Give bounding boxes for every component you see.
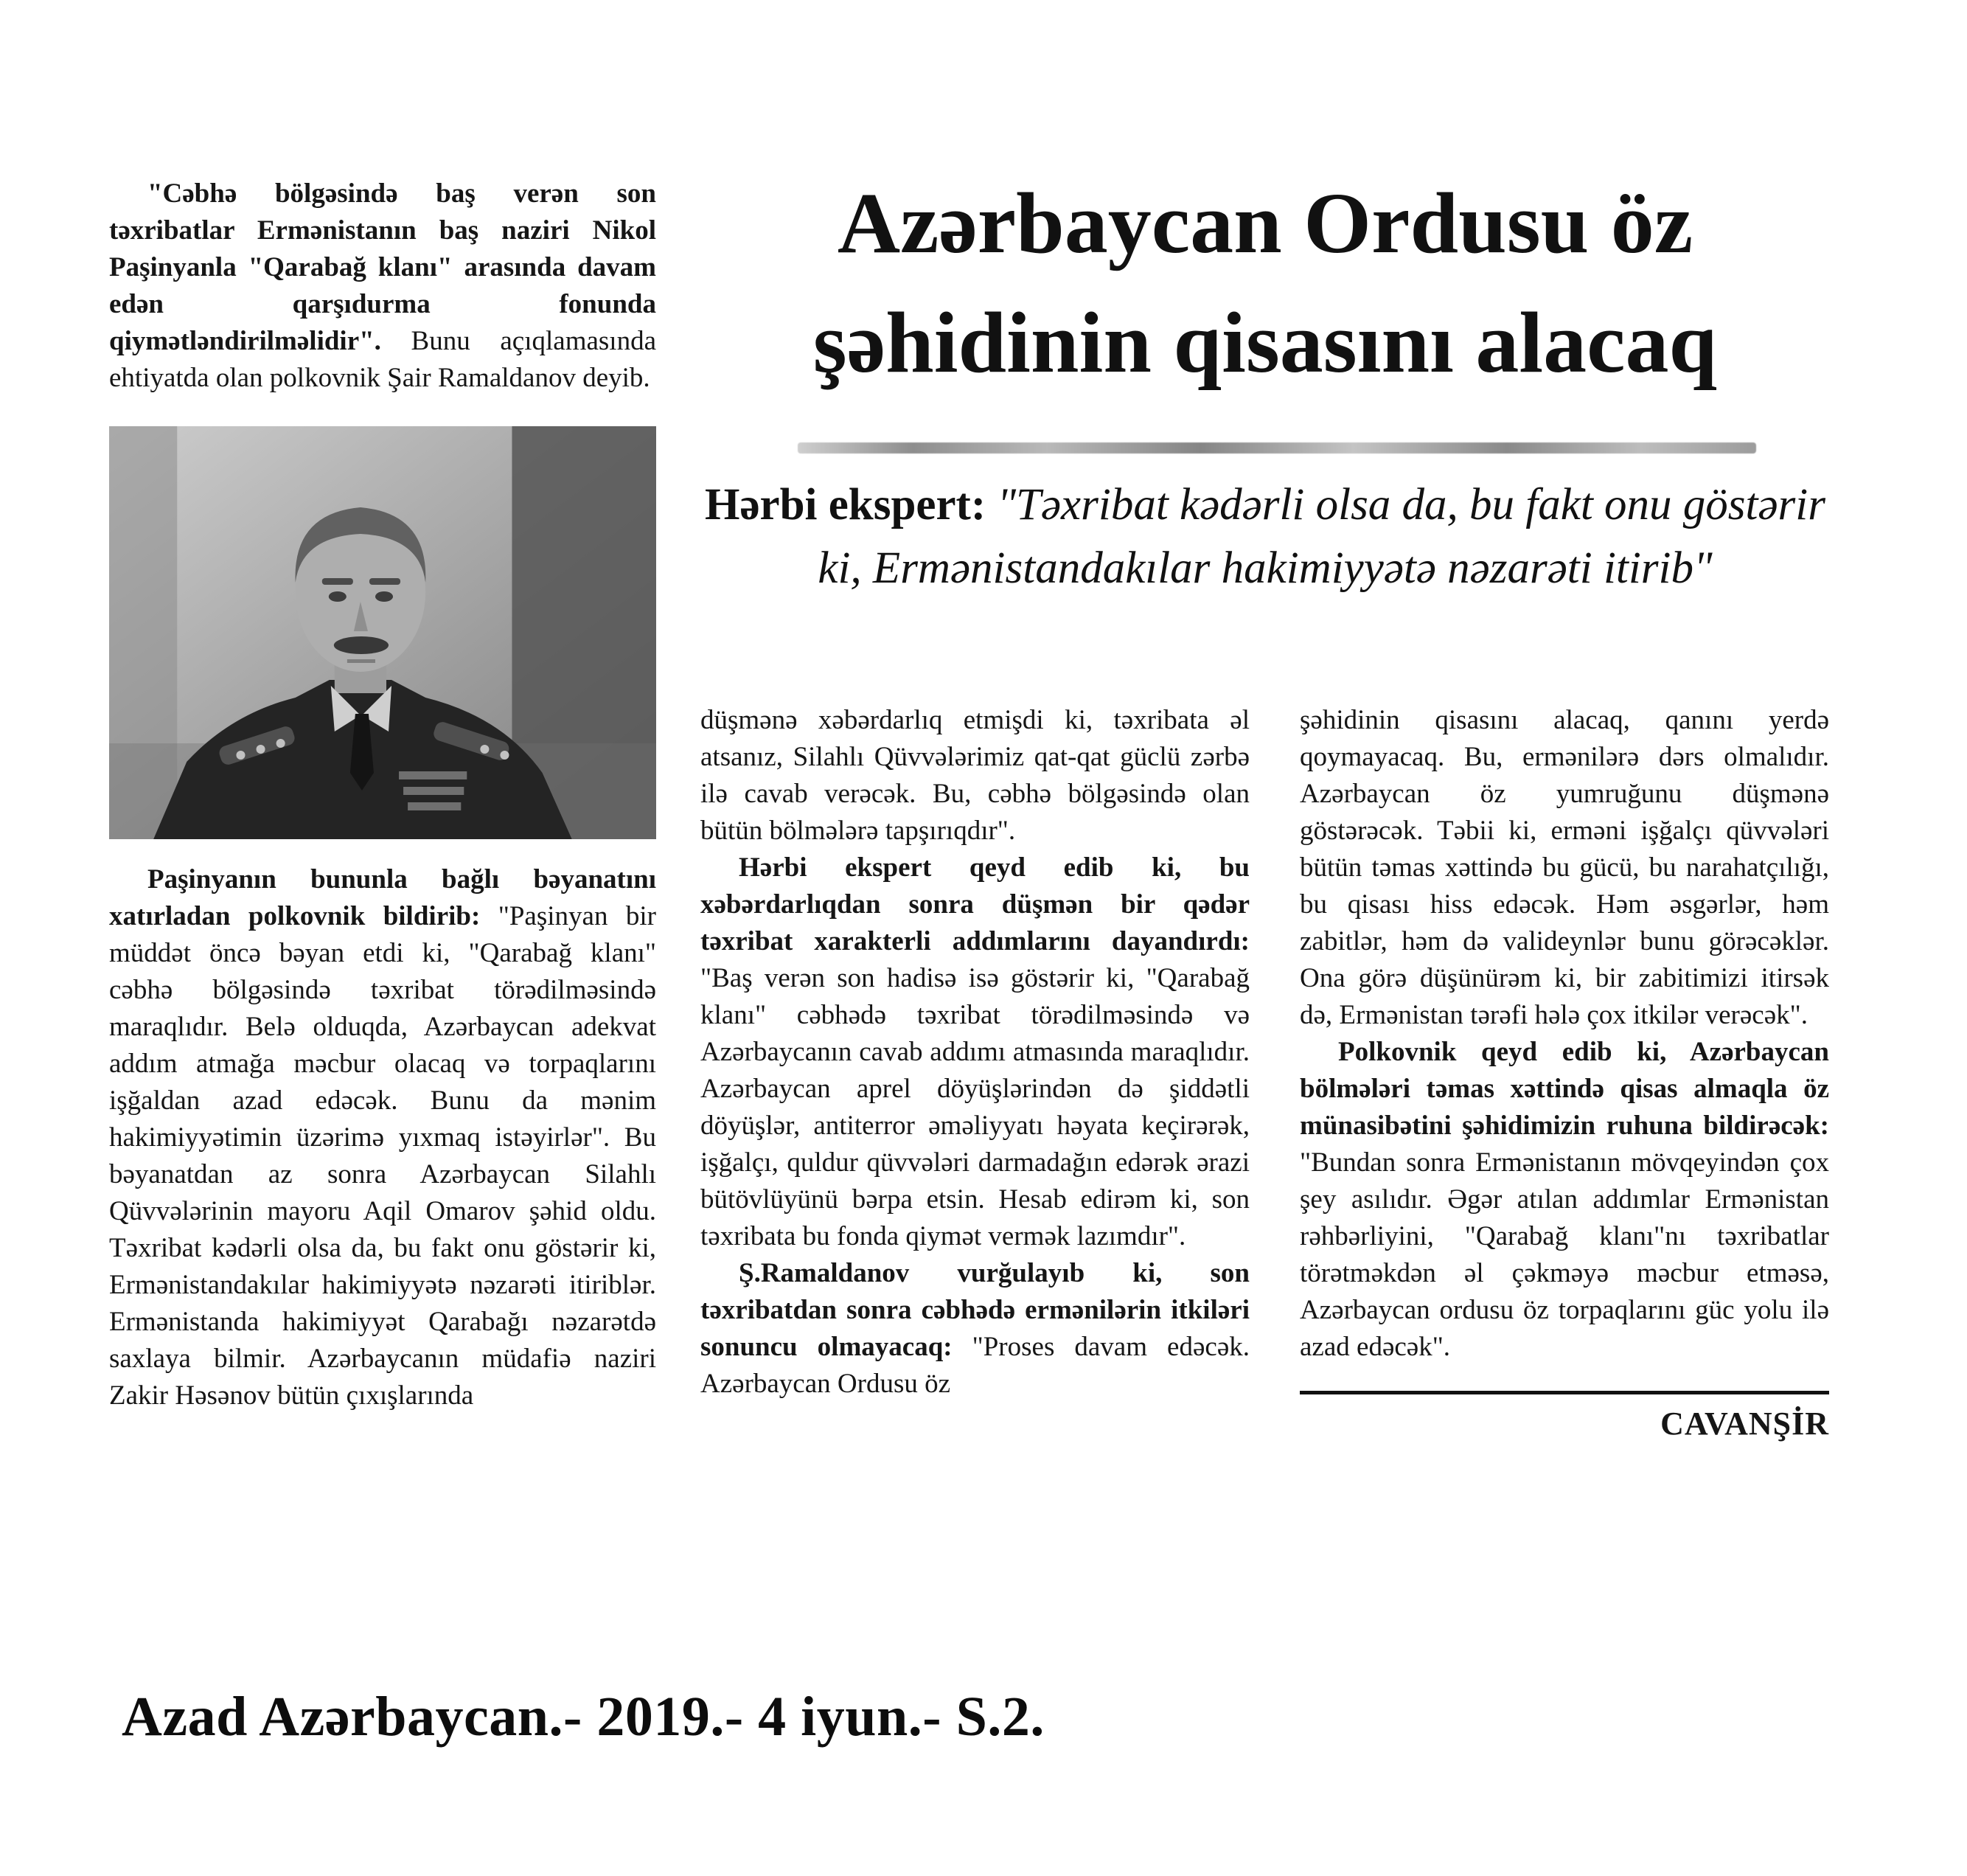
middle-column <box>700 702 1250 1403</box>
middle-paragraph-2 <box>700 850 1250 1255</box>
middle-paragraph-2-text: "Baş verən son hadisə isə göstərir ki, "Qarabağ klanı" cəbhədə təxribat törədilməsində və Azərbaycanın cavab addımı atmasında maraqlıdır. Azərbaycan aprel döyüşlərindən də şiddətli döyüşlər, antiterror əməliyyatı həyata keçirərək, işğalçı, quldur qüvvələri darmadağın edərək ərazi bütövlüyünü bərpa etsin. Hesab edirəm ki, son təxribata bu fonda qiymət vermək lazımdır". <box>700 963 1250 1251</box>
intro-paragraph-bold: "Cəbhə bölgəsində baş verən son təxribatlar Ermənistanın baş naziri Nikol Paşinyanla "Qarabağ klanı" arasında davam edən qarşıdurma fonunda qiymətləndirilməlidir". <box>109 178 656 356</box>
middle-paragraph-2-lead: Hərbi ekspert qeyd edib ki, bu xəbərdarlıqdan sonra düşmən bir qədər təxribat xarakterli addımlarını dayandırdı: <box>700 852 1250 956</box>
middle-paragraph-1-text: düşmənə xəbərdarlıq etmişdi ki, təxribata əl atsanız, Silahlı Qüvvələrimiz qat-qat güclü zərbə ilə cavab verəcək. Bu, cəbhə bölgəsində olan bütün bölmələrə tapşırıqdır". <box>700 705 1250 846</box>
right-paragraph-1-text: şəhidinin qisasını alacaq, qanını yerdə qoymayacaq. Bu, ermənilərə dərs olmalıdır. Azərbaycan öz yumruğunu düşmənə göstərəcək. Təbii ki, erməni işğalçı qüvvələri bütün təmas xəttində bu gücü, bu narahatçılığı, bu qisası hiss edəcək. Həm əsgərlər, həm zabitlər, həm də valideynlər bunu görəcəklər. Ona görə düşünürəm ki, bir zabitimizi itirsək də, Ermənistan tərəfi hələ çox itkilər verəcək". <box>1300 705 1829 1030</box>
intro-paragraph-rest: Bunu açıqlamasında ehtiyatda olan polkovnik Şair Ramaldanov deyib. <box>109 326 656 393</box>
left-column <box>109 176 656 1414</box>
intro-paragraph <box>109 176 656 397</box>
right-paragraph-2-text: "Bundan sonra Ermənistanın mövqeyindən çox şey asılıdır. Əgər atılan addımlar Ermənistan rəhbərliyini, "Qarabağ klanı"nı təxribatlar törətməkdən əl çəkməyə məcbur etməsə, Azərbaycan ordusu öz torpaqlarını güc yolu ilə azad edəcək". <box>1300 1147 1829 1362</box>
byline-rule <box>1300 1391 1829 1394</box>
middle-paragraph-1 <box>700 702 1250 850</box>
right-column <box>1300 702 1829 1442</box>
subhead-label: Hərbi ekspert: <box>705 480 986 529</box>
middle-paragraph-3-text: "Proses davam edəcək. Azərbaycan Ordusu öz <box>700 1332 1250 1399</box>
officer-portrait-illustration <box>109 426 656 839</box>
article-headline <box>699 164 1831 403</box>
left-paragraph-2-lead: Paşinyanın bununla bağlı bəyanatını xatırladan polkovnik bildirib: <box>109 864 656 931</box>
left-paragraph-2 <box>109 861 656 1414</box>
decorative-rule <box>798 442 1756 454</box>
right-paragraph-1 <box>1300 702 1829 1034</box>
article-subhead <box>699 473 1831 600</box>
headline-line-2: şəhidinin qisasını alacaq <box>812 294 1718 391</box>
right-paragraph-2 <box>1300 1034 1829 1366</box>
source-citation: Azad Azərbaycan.- 2019.- 4 iyun.- S.2. <box>122 1686 1045 1748</box>
middle-paragraph-3 <box>700 1255 1250 1403</box>
portrait-photo <box>109 426 656 839</box>
headline-line-1: Azərbaycan Ordusu öz <box>837 175 1693 271</box>
subhead-quote: "Təxribat kədərli olsa da, bu fakt onu göstərir ki, Ermənistandakılar hakimiyyətə nəzarəti itirib" <box>818 480 1825 593</box>
right-paragraph-2-lead: Polkovnik qeyd edib ki, Azərbaycan bölmələri təmas xəttində qisas almaqla öz münasibətini şəhidimizin ruhuna bildirəcək: <box>1300 1037 1829 1141</box>
middle-paragraph-3-lead: Ş.Ramaldanov vurğulayıb ki, son təxribatdan sonra cəbhədə ermənilərin itkiləri sonuncu olmayacaq: <box>700 1258 1250 1362</box>
byline: CAVANŞİR <box>1660 1406 1829 1442</box>
left-paragraph-2-text: "Paşinyan bir müddət öncə bəyan etdi ki, "Qarabağ klanı" cəbhə bölgəsində təxribat törədilməsində maraqlıdır. Belə olduqda, Azərbaycan adekvat addım atmağa məcbur olacaq və torpaqlarını işğaldan azad edəcək. Bunu da mənim hakimiyyətimin üzərimə yıxmaq istəyirlər". Bu bəyanatdan az sonra Azərbaycan Silahlı Qüvvələrinin mayoru Aqil Omarov şəhid oldu. Təxribat kədərli olsa da, bu fakt onu göstərir ki, Ermənistandakılar hakimiyyətə nəzarəti itiriblər. Ermənistanda hakimiyyət Qarabağı nəzarətdə saxlaya bilmir. Azərbaycanın müdafiə naziri Zakir Həsənov bütün çıxışlarında <box>109 901 656 1411</box>
